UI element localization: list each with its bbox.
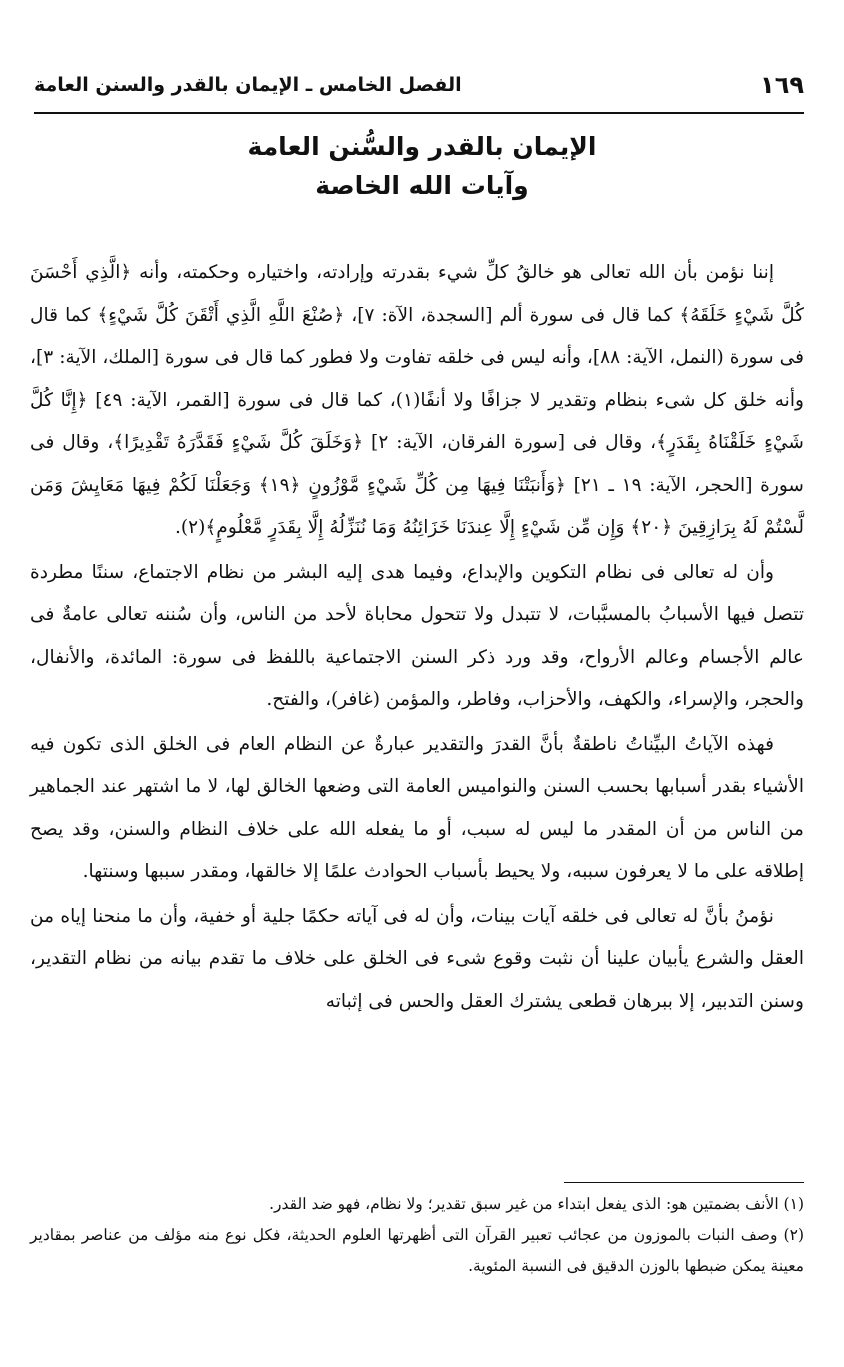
footnote: (١) الأنف بضمتين هو: الذى يفعل ابتداء من غير سبق تقدير؛ ولا نظام، فهو ضد القدر. <box>269 1195 804 1213</box>
paragraph: نؤمنُ بأنَّ له تعالى فى خلقه آيات بينات، وأن له فى آياته حكمًا جلية أو خفية، وأن ما منحنا إياه من العقل والشرع يأبيان علينا أن نثبت وقوع شىء فى الخلق على خلاف ما تقدم بيانه من نظام التقدير، وسنن التدبير، إلا ببرهان قطعى يشترك العقل والحس فى إثباته <box>30 905 804 1012</box>
running-head: الفصل الخامس ـ الإيمان بالقدر والسنن العامة <box>34 74 462 96</box>
body-text <box>30 252 804 1025</box>
footnote: (٢) وصف النبات بالموزون من عجائب تعبير القرآن التى أظهرتها العلوم الحديثة، فكل نوع منه مؤلف من عناصر بمقادير معينة يمكن ضبطها بالوزن الدقيق فى النسبة المئوية. <box>30 1226 804 1275</box>
paragraph: وأن له تعالى فى نظام التكوين والإبداع، وفيما هدى إليه البشر من نظام الاجتماع، سننًا مطردة تتصل فيها الأسبابُ بالمسبَّبات، لا تتبدل ولا تتحول محاباة لأحد من الناس، وأن سُننه تعالى عامةٌ فى عالم الأجسام وعالم الأرواح، وقد ورد ذكر السنن الاجتماعية باللفظ فى سورة: المائدة، والأنفال، والحجر، والإسراء، والكهف، والأحزاب، وفاطر، والمؤمن (غافر)، والفتح. <box>30 561 804 710</box>
paragraph: فهذه الآياتُ البيِّناتُ ناطقةٌ بأنَّ القدرَ والتقدير عبارةٌ عن النظام العام فى الخلق الذى تكون فيه الأشياء بقدر أسبابها بحسب السنن والنواميس العامة التى وضعها الخالق لها، لا ما اشتهر عند الجماهير من الناس من أن المقدر ما ليس له سبب، أو ما يفعله الله على خلاف النظام والسنن، وقد يصح إطلاقه على ما لا يعرفون سببه، ولا يحيط بأسباب الحوادث علمًا إلا خالقها، ومقدر سببها وسنتها. <box>30 733 804 882</box>
footnote-divider <box>564 1182 804 1183</box>
page-number: ١٦٩ <box>760 71 804 99</box>
section-title: الإيمان بالقدر والسُّنن العامة <box>247 132 597 161</box>
footnotes <box>30 1182 804 1282</box>
paragraph: إننا نؤمن بأن الله تعالى هو خالقُ كلِّ شيء بقدرته وإرادته، واختياره وحكمته، وأنه ﴿الَّذِي أَحْسَنَ كُلَّ شَيْءٍ خَلَقَهُ﴾ كما قال فى سورة ألم [السجدة، الآة: ٧]، ﴿صُنْعَ اللَّهِ الَّذِي أَتْقَنَ كُلَّ شَيْءٍ﴾ كما قال فى سورة (النمل، الآية: ٨٨]، وأنه ليس فى خلقه تفاوت ولا فطور كما قال فى سورة [الملك، الآية: ٣]، وأنه خلق كل شىء بنظام وتقدير لا جزافًا ولا أنفًا(١)، كما قال فى سورة [القمر، الآية: ٤٩] ﴿إِنَّا كُلَّ شَيْءٍ خَلَقْنَاهُ بِقَدَرٍ﴾، وقال فى [سورة الفرقان، الآية: ٢] ﴿وَخَلَقَ كُلَّ شَيْءٍ فَقَدَّرَهُ تَقْدِيرًا﴾، وقال فى سورة [الحجر، الآية: ١٩ ـ ٢١] ﴿وَأَنبَتْنَا فِيهَا مِن كُلِّ شَيْءٍ مَّوْزُونٍ ﴿١٩﴾ وَجَعَلْنَا لَكُمْ فِيهَا مَعَايِشَ وَمَن لَّسْتُمْ لَهُ بِرَازِقِينَ ﴿٢٠﴾ وَإِن مِّن شَيْءٍ إِلَّا عِندَنَا خَزَائِنُهُ وَمَا نُنَزِّلُهُ إِلَّا بِقَدَرٍ مَّعْلُومٍ﴾(٢). <box>30 262 805 538</box>
chapter-title-block <box>40 132 804 200</box>
section-subtitle: وآيات الله الخاصة <box>315 171 529 200</box>
page-header <box>34 58 804 114</box>
